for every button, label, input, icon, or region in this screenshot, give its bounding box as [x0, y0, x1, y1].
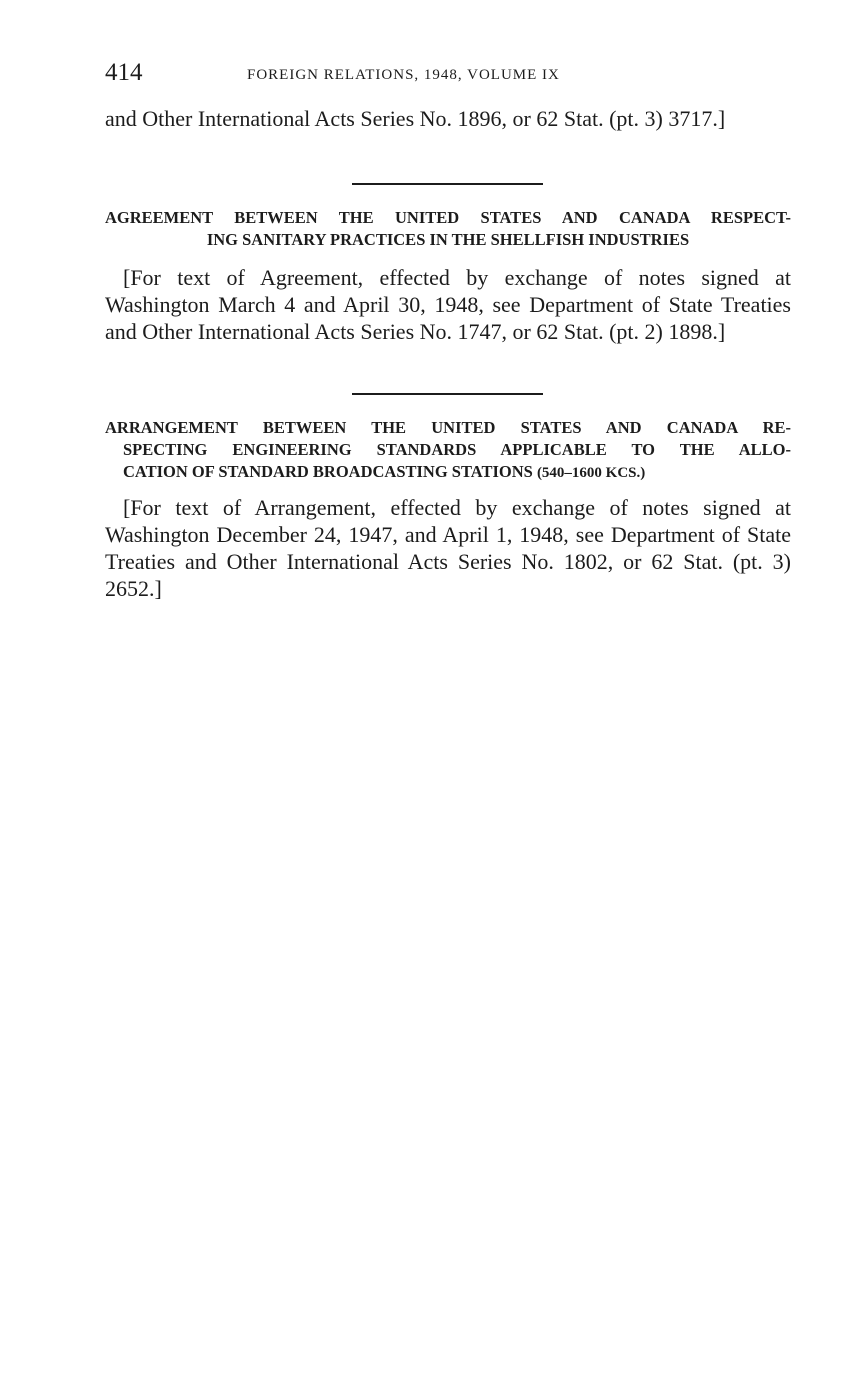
page-header [105, 58, 791, 88]
section-divider [352, 393, 543, 395]
section-body-shellfish: [For text of Agreement, effected by exchange of notes signed at Washington March 4 and April 30, 1948, see Department of State Treaties and Other International Acts Series No. 1747, or 62 Stat. (pt. 2) 1898.] [105, 265, 791, 344]
heading-line [105, 461, 791, 484]
section-divider [352, 183, 543, 185]
heading-line-main: CATION OF STANDARD BROADCASTING STATIONS [123, 462, 537, 481]
section-heading-shellfish [105, 207, 791, 251]
heading-line: AGREEMENT BETWEEN THE UNITED STATES AND CANADA RESPECT- [105, 208, 791, 227]
section-heading-broadcasting [105, 417, 791, 484]
page-number: 414 [105, 59, 143, 86]
heading-line: ARRANGEMENT BETWEEN THE UNITED STATES AND CANADA RE- [105, 418, 791, 437]
heading-line: SPECTING ENGINEERING STANDARDS APPLICABLE TO THE ALLO- [123, 440, 791, 459]
section-body-broadcasting: [For text of Arrangement, effected by exchange of notes signed at Washington December 24, 1947, and April 1, 1948, see Department of State Treaties and Other International Acts Series No. 1802, or 62 Stat. (pt. 3) 2652.] [105, 495, 791, 601]
continuation-paragraph: and Other International Acts Series No. 1896, or 62 Stat. (pt. 3) 3717.] [105, 106, 726, 131]
heading-line: ING SANITARY PRACTICES IN THE SHELLFISH INDUSTRIES [206, 230, 690, 249]
frequency-range: (540–1600 KCS.) [536, 465, 646, 481]
running-head: FOREIGN RELATIONS, 1948, VOLUME IX [247, 67, 560, 83]
